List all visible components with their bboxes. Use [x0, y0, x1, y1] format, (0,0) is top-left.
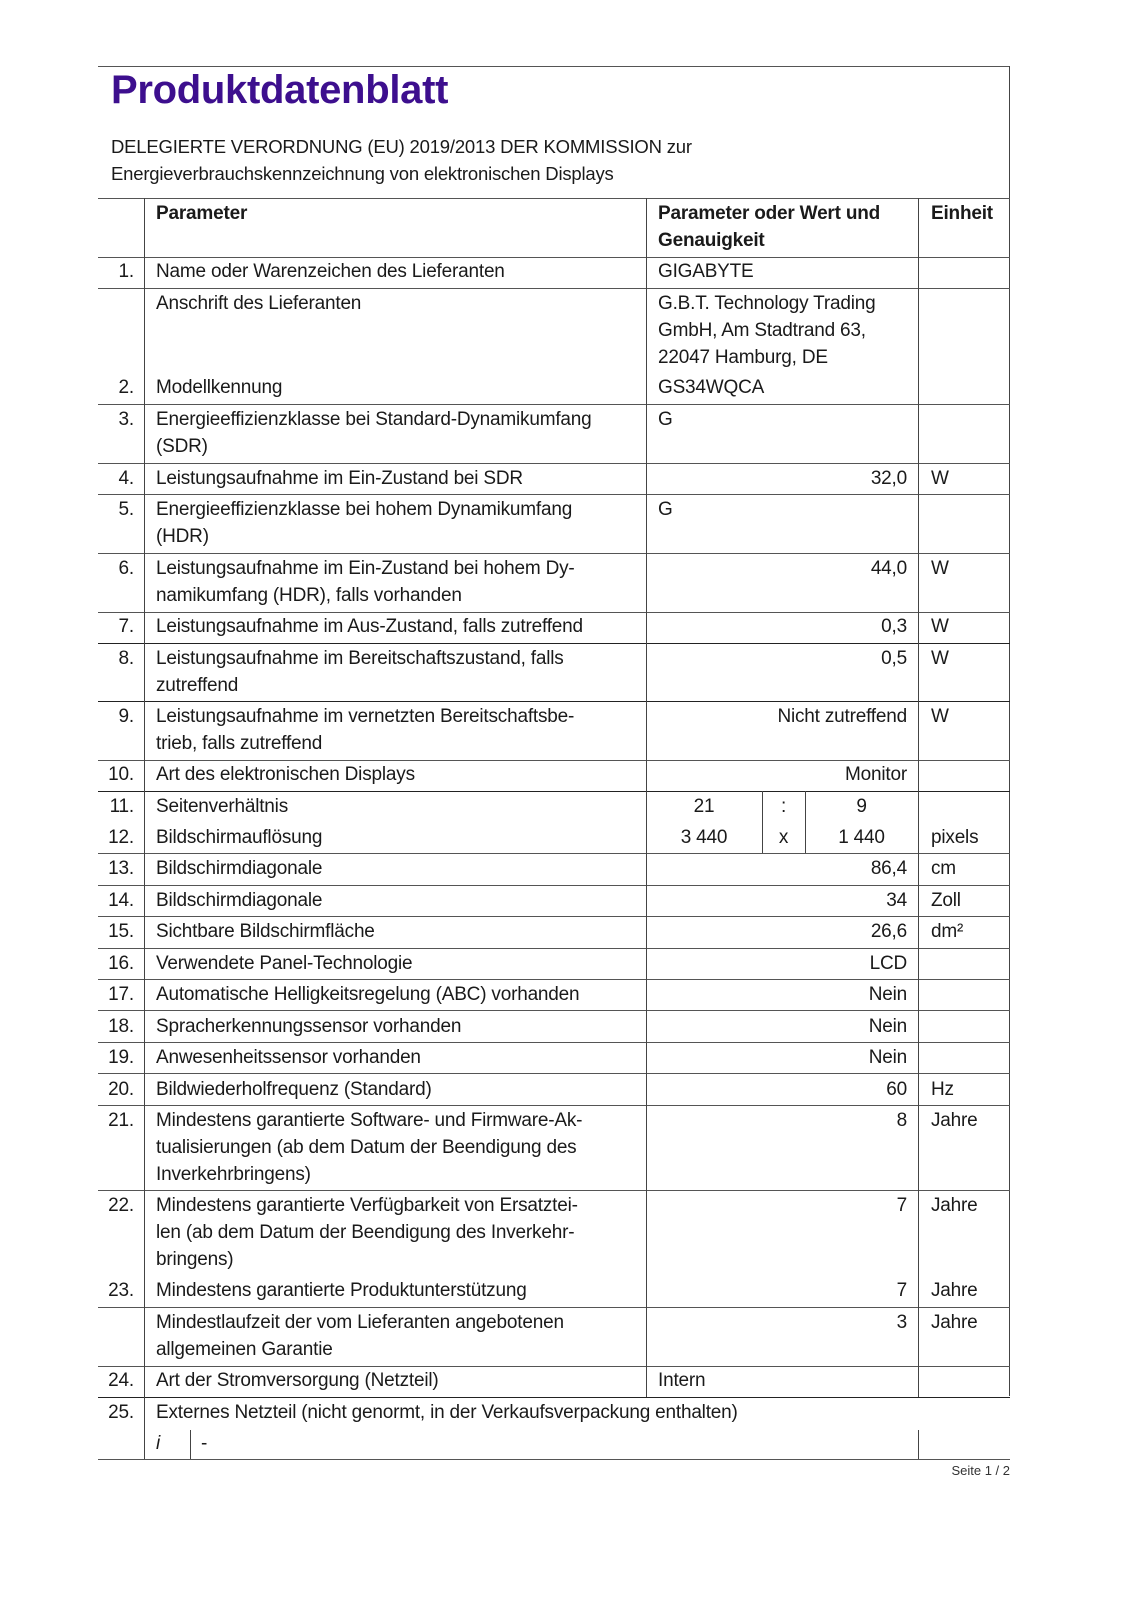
- row-parameter: Leistungsaufnahme im Ein-Zustand bei SDR: [156, 468, 523, 489]
- row-divider: [98, 643, 1010, 644]
- param-line: allgemeinen Garantie: [156, 1339, 333, 1360]
- row-value: Intern: [658, 1370, 706, 1391]
- col-divider-value-sub: [918, 1430, 919, 1459]
- param-line: len (ab dem Datum der Beendigung des Inverkehr-: [156, 1222, 575, 1243]
- row-parameter: Art der Stromversorgung (Netzteil): [156, 1370, 439, 1391]
- row-number: 14.: [108, 890, 134, 911]
- param-line: Leistungsaufnahme im Ein-Zustand bei hohem Dy-: [156, 558, 575, 579]
- row-value: LCD: [869, 953, 907, 974]
- row-parameter: Mindestens garantierte Produktunterstützung: [156, 1280, 527, 1301]
- row-value: Nein: [868, 1016, 907, 1037]
- row-parameter: Modellkennung: [156, 377, 283, 398]
- row-parameter: [156, 1309, 640, 1363]
- row-divider: [98, 404, 1010, 405]
- row-divider: [98, 198, 1010, 199]
- resolution-width: 3 440: [680, 827, 728, 848]
- param-line: Energieeffizienzklasse bei hohem Dynamikumfang: [156, 499, 573, 520]
- row-unit: Zoll: [931, 890, 961, 911]
- row-unit: W: [931, 468, 949, 489]
- row-value-address: [658, 290, 908, 371]
- row-divider: [98, 979, 1010, 980]
- row-unit: Jahre: [931, 1312, 978, 1333]
- row-parameter: [156, 645, 640, 699]
- sub-label: i: [156, 1433, 161, 1454]
- row-number: 4.: [118, 468, 134, 489]
- row-parameter: Externes Netzteil (nicht genormt, in der Verkaufsverpackung enthalten): [156, 1402, 738, 1423]
- sub-value: -: [201, 1433, 208, 1454]
- row-parameter: Leistungsaufnahme im Aus-Zustand, falls zutreffend: [156, 616, 583, 637]
- address-line: GmbH, Am Stadtrand 63,: [658, 320, 866, 341]
- row-value: Nicht zutreffend: [777, 706, 907, 727]
- row-value: 7: [896, 1195, 907, 1216]
- row-parameter: Anschrift des Lieferanten: [156, 293, 362, 314]
- row-divider: [98, 288, 1010, 289]
- param-line: tualisierungen (ab dem Datum der Beendigung des: [156, 1137, 577, 1158]
- param-line: trieb, falls zutreffend: [156, 733, 323, 754]
- row-parameter: Bildschirmdiagonale: [156, 858, 323, 879]
- param-line: zutreffend: [156, 675, 239, 696]
- row-parameter: [156, 1192, 640, 1273]
- row-parameter: Sichtbare Bildschirmfläche: [156, 921, 375, 942]
- resolution-separator: x: [778, 827, 789, 848]
- right-border: [1009, 66, 1010, 1396]
- row-unit: Hz: [931, 1079, 954, 1100]
- row-number: 8.: [118, 648, 134, 669]
- top-rule: [98, 66, 1010, 67]
- row-number: 3.: [118, 409, 134, 430]
- subtitle-line-2: Energieverbrauchskennzeichnung von elektronischen Displays: [111, 163, 614, 184]
- row-divider: [98, 791, 1010, 792]
- row-parameter: Verwendete Panel-Technologie: [156, 953, 413, 974]
- row-unit: cm: [931, 858, 956, 879]
- row-value: 34: [886, 890, 907, 911]
- row-value: 86,4: [870, 858, 907, 879]
- header-unit: Einheit: [931, 203, 993, 224]
- row-divider: [98, 701, 1010, 702]
- col-divider-sub-label: [190, 1430, 191, 1459]
- row-unit: Jahre: [931, 1110, 978, 1131]
- row-divider: [98, 463, 1010, 464]
- row-value: GS34WQCA: [658, 377, 765, 398]
- address-line: G.B.T. Technology Trading: [658, 293, 876, 314]
- page-title: Produktdatenblatt: [111, 68, 449, 112]
- row-value: 26,6: [870, 921, 907, 942]
- row-number: 20.: [108, 1079, 134, 1100]
- row-parameter: Bildschirmauflösung: [156, 827, 323, 848]
- row-number: 13.: [108, 858, 134, 879]
- row-number: 10.: [108, 764, 134, 785]
- row-value: G: [658, 409, 673, 430]
- row-parameter: [156, 1107, 640, 1188]
- row-number: 1.: [118, 261, 134, 282]
- row-value: GIGABYTE: [658, 261, 754, 282]
- resolution-height: 1 440: [838, 827, 885, 848]
- param-line: Mindestens garantierte Verfügbarkeit von Ersatztei-: [156, 1195, 578, 1216]
- row-parameter: [156, 555, 640, 609]
- param-line: bringens): [156, 1249, 234, 1270]
- row-number: 21.: [108, 1110, 134, 1131]
- row-divider: [98, 853, 1010, 854]
- param-line: Inverkehrbringens): [156, 1164, 311, 1185]
- row-divider: [98, 1073, 1010, 1074]
- param-line: (SDR): [156, 436, 208, 457]
- row-divider: [98, 1397, 1010, 1398]
- row-unit: Jahre: [931, 1195, 978, 1216]
- row-number: 9.: [118, 706, 134, 727]
- row-parameter: Bildwiederholfrequenz (Standard): [156, 1079, 432, 1100]
- row-number: 19.: [108, 1047, 134, 1068]
- col-divider-number: [144, 198, 145, 1459]
- row-number: 16.: [108, 953, 134, 974]
- row-value: Monitor: [845, 764, 907, 785]
- row-number: 23.: [108, 1280, 134, 1301]
- row-number: 17.: [108, 984, 134, 1005]
- row-divider: [98, 1190, 1010, 1191]
- row-parameter: Seitenverhältnis: [156, 796, 288, 817]
- row-number: 7.: [118, 616, 134, 637]
- row-number: 24.: [108, 1370, 134, 1391]
- row-value: 60: [886, 1079, 907, 1100]
- row-unit: W: [931, 616, 949, 637]
- row-parameter: [156, 406, 640, 460]
- row-unit: W: [931, 648, 949, 669]
- row-value: 7: [896, 1280, 907, 1301]
- row-parameter: Name oder Warenzeichen des Lieferanten: [156, 261, 505, 282]
- row-value: 3: [896, 1312, 907, 1333]
- row-unit: W: [931, 706, 949, 727]
- aspect-ratio-separator: :: [780, 796, 787, 817]
- row-unit: Jahre: [931, 1280, 978, 1301]
- header-value-line-1: Parameter oder Wert und: [658, 203, 881, 224]
- row-value: 0,3: [881, 616, 907, 637]
- param-line: namikumfang (HDR), falls vorhanden: [156, 585, 462, 606]
- row-divider: [98, 494, 1010, 495]
- row-number: 11.: [109, 796, 134, 817]
- row-parameter: Bildschirmdiagonale: [156, 890, 323, 911]
- param-line: (HDR): [156, 526, 209, 547]
- header-value: [658, 200, 908, 254]
- row-value: Nein: [868, 984, 907, 1005]
- row-value: 0,5: [881, 648, 907, 669]
- row-unit: pixels: [931, 827, 979, 848]
- row-number: 22.: [108, 1195, 134, 1216]
- row-parameter: Spracherkennungssensor vorhanden: [156, 1016, 462, 1037]
- row-value: 32,0: [870, 468, 907, 489]
- row-number: 18.: [108, 1016, 134, 1037]
- regulation-subtitle: [111, 133, 692, 187]
- page-number: Seite 1 / 2: [951, 1463, 1010, 1478]
- row-number: 5.: [118, 499, 134, 520]
- row-number: 2.: [118, 377, 134, 398]
- row-parameter: Art des elektronischen Displays: [156, 764, 415, 785]
- param-line: Leistungsaufnahme im vernetzten Bereitschaftsbe-: [156, 706, 575, 727]
- param-line: Leistungsaufnahme im Bereitschaftszustand, falls: [156, 648, 564, 669]
- row-parameter: Automatische Helligkeitsregelung (ABC) vorhanden: [156, 984, 580, 1005]
- row-divider: [98, 885, 1010, 886]
- row-divider: [98, 948, 1010, 949]
- param-line: Mindestens garantierte Software- und Firmware-Ak-: [156, 1110, 583, 1131]
- aspect-ratio-width: 21: [693, 796, 715, 817]
- row-value: Nein: [868, 1047, 907, 1068]
- col-divider-value: [918, 198, 919, 1397]
- row-number: 15.: [108, 921, 134, 942]
- header-parameter: Parameter: [156, 203, 248, 224]
- row-divider: [98, 1010, 1010, 1011]
- row-divider: [98, 1042, 1010, 1043]
- row-unit: dm²: [931, 921, 964, 942]
- row-divider: [98, 553, 1010, 554]
- row-parameter: [156, 703, 640, 757]
- param-line: Mindestlaufzeit der vom Lieferanten angebotenen: [156, 1312, 564, 1333]
- row-unit: W: [931, 558, 949, 579]
- row-value: 44,0: [870, 558, 907, 579]
- table-bottom-rule: [98, 1459, 1010, 1460]
- subtitle-line-1: DELEGIERTE VERORDNUNG (EU) 2019/2013 DER KOMMISSION zur: [111, 136, 692, 157]
- row-value: 8: [896, 1110, 907, 1131]
- row-number: 25.: [108, 1402, 134, 1423]
- row-divider: [98, 916, 1010, 917]
- header-value-line-2: Genauigkeit: [658, 230, 765, 251]
- row-divider: [98, 1307, 1010, 1308]
- param-line: Energieeffizienzklasse bei Standard-Dynamikumfang: [156, 409, 592, 430]
- row-divider: [98, 1105, 1010, 1106]
- row-parameter: Anwesenheitssensor vorhanden: [156, 1047, 421, 1068]
- aspect-ratio-height: 9: [856, 796, 867, 817]
- row-number: 12.: [108, 827, 134, 848]
- row-number: 6.: [118, 558, 134, 579]
- address-line: 22047 Hamburg, DE: [658, 347, 828, 368]
- row-parameter: [156, 496, 640, 550]
- row-value: G: [658, 499, 673, 520]
